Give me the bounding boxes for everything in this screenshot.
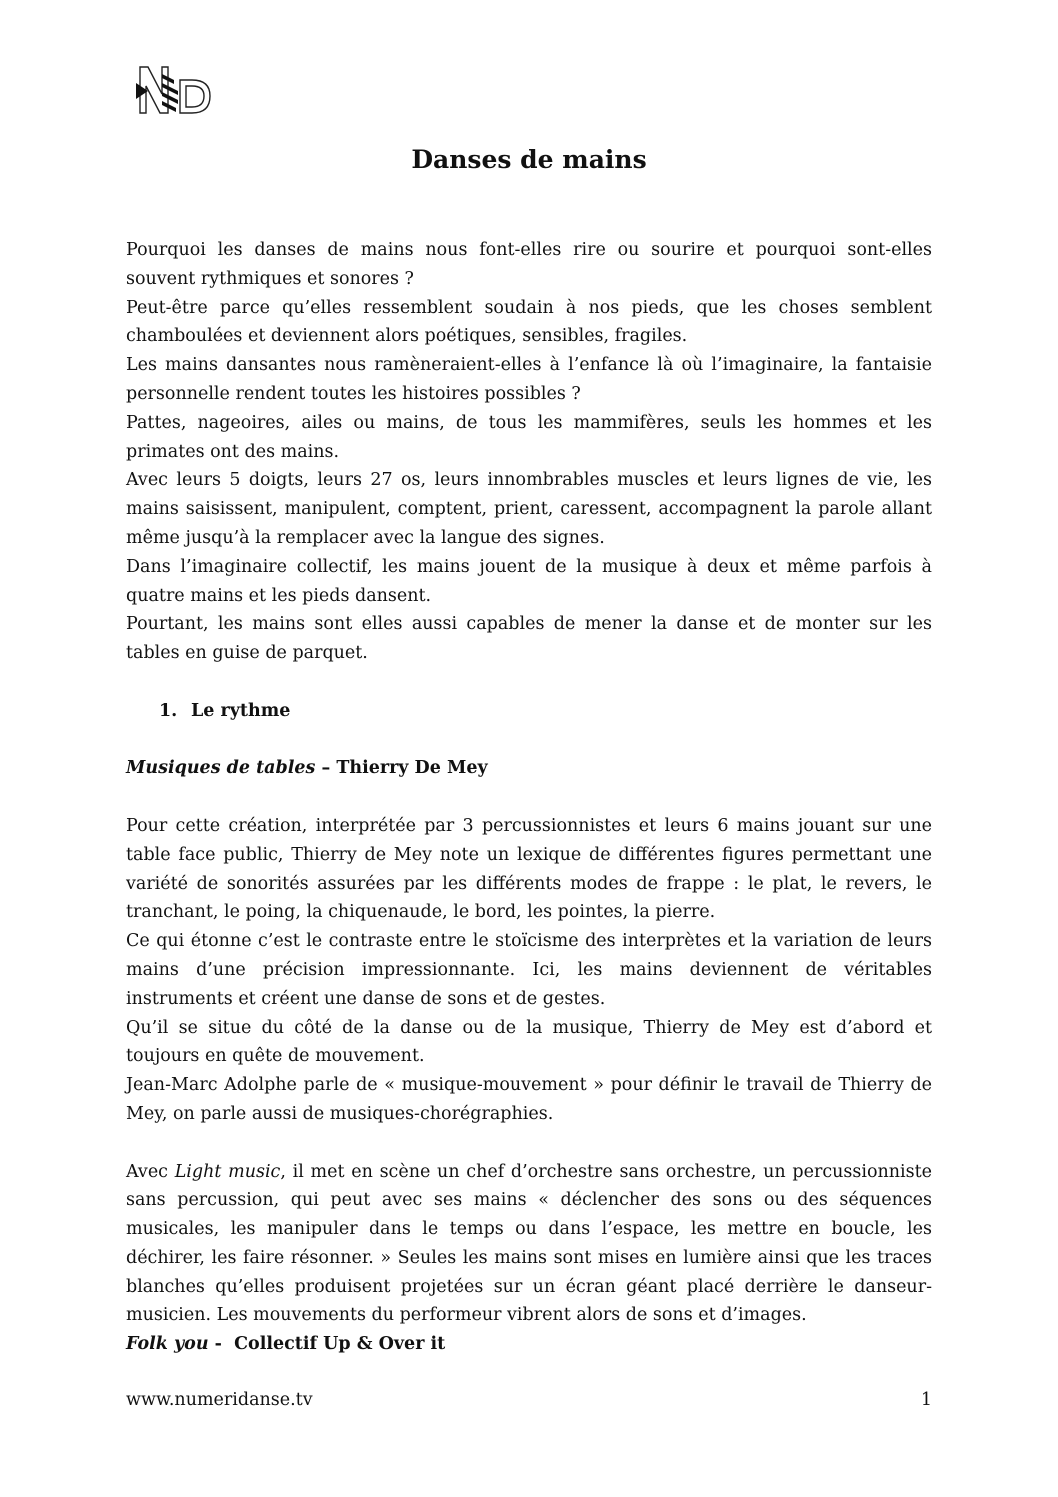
light-music-title: Light music <box>174 1161 281 1182</box>
numeridanse-logo-icon <box>134 64 214 116</box>
light-music-paragraph <box>126 1158 932 1331</box>
intro-paragraph: Peut-être parce qu’elles ressemblent soudain à nos pieds, que les choses semblent chamboulées et deviennent alors poétiques, sensibles, fragiles. <box>126 297 932 347</box>
work-paragraph: Ce qui étonne c’est le contraste entre le stoïcisme des interprètes et la variation de leurs mains d’une précision impressionnante. Ici, les mains deviennent de véritables instruments et créent une danse de sons et de gestes. <box>126 931 932 1009</box>
document-body <box>126 236 932 1359</box>
section-heading <box>126 697 932 726</box>
page-footer <box>126 1386 932 1414</box>
work-paragraph: Pour cette création, interprétée par 3 percussionnistes et leurs 6 mains jouant sur une table face public, Thierry de Mey note un lexique de différentes figures permettant une variété de sonorités assurées par les différents modes de frappe : le plat, le revers, le tranchant, le poing, la chiquenaude, le bord, les pointes, la pierre. <box>126 815 932 923</box>
section-number: 1. <box>159 700 178 721</box>
page-number: 1 <box>920 1390 932 1410</box>
light-music-text: , il met en scène un chef d’orchestre sans orchestre, un percussionniste sans percussion, qui peut avec ses mains « déclencher des sons ou des séquences musicales, les manipuler dans le temps ou dans l’espace, les mettre en boucle, les déchirer, les faire résonner. » Seules les mains sont mises en lumière ainsi que les traces blanches qu’elles produisent projetées sur un écran géant placé derrière le danseur-musicien. Les mouvements du performeur vibrent alors de sons et d’images. <box>126 1161 932 1326</box>
work-separator: – <box>315 758 337 779</box>
page-title: Danses de mains <box>411 145 647 174</box>
intro-paragraph: Pourquoi les danses de mains nous font-elles rire ou sourire et pourquoi sont-elles souvent rythmiques et sonores ? <box>126 240 932 289</box>
intro-paragraph: Dans l’imaginaire collectif, les mains jouent de la musique à deux et même parfois à quatre mains et les pieds dansent. <box>126 556 932 606</box>
intro-paragraph: Avec leurs 5 doigts, leurs 27 os, leurs innombrables muscles et leurs lignes de vie, les mains saisissent, manipulent, comptent, prient, caressent, accompagnent la parole allant même jusqu’à la remplacer avec la langue des signes. <box>126 470 932 548</box>
light-music-prefix: Avec <box>126 1161 175 1182</box>
work-paragraph: Jean-Marc Adolphe parle de « musique-mouvement » pour définir le travail de Thierry de Mey, on parle aussi de musiques-chorégraphies. <box>126 1075 932 1124</box>
work-separator: - <box>208 1334 235 1355</box>
intro-paragraph: Pourtant, les mains sont elles aussi capables de mener la danse et de monter sur les tables en guise de parquet. <box>126 614 932 664</box>
section-heading-text: Le rythme <box>191 700 291 721</box>
work-author: Thierry De Mey <box>336 758 488 779</box>
work-title-line <box>126 754 932 783</box>
intro-paragraph: Pattes, nageoires, ailes ou mains, de tous les mammifères, seuls les hommes et les primates ont des mains. <box>126 412 932 462</box>
work-author: Collectif Up & Over it <box>234 1334 446 1355</box>
work-title: Folk you <box>126 1334 209 1355</box>
footer-url: www.numeridanse.tv <box>126 1390 313 1410</box>
work-title-line <box>126 1330 932 1359</box>
intro-paragraph: Les mains dansantes nous ramèneraient-elles à l’enfance là où l’imaginaire, la fantaisie personnelle rendent toutes les histoires possibles ? <box>126 355 932 404</box>
work-paragraph: Qu’il se situe du côté de la danse ou de la musique, Thierry de Mey est d’abord et toujours en quête de mouvement. <box>126 1017 932 1067</box>
work-title: Musiques de tables <box>126 758 316 779</box>
